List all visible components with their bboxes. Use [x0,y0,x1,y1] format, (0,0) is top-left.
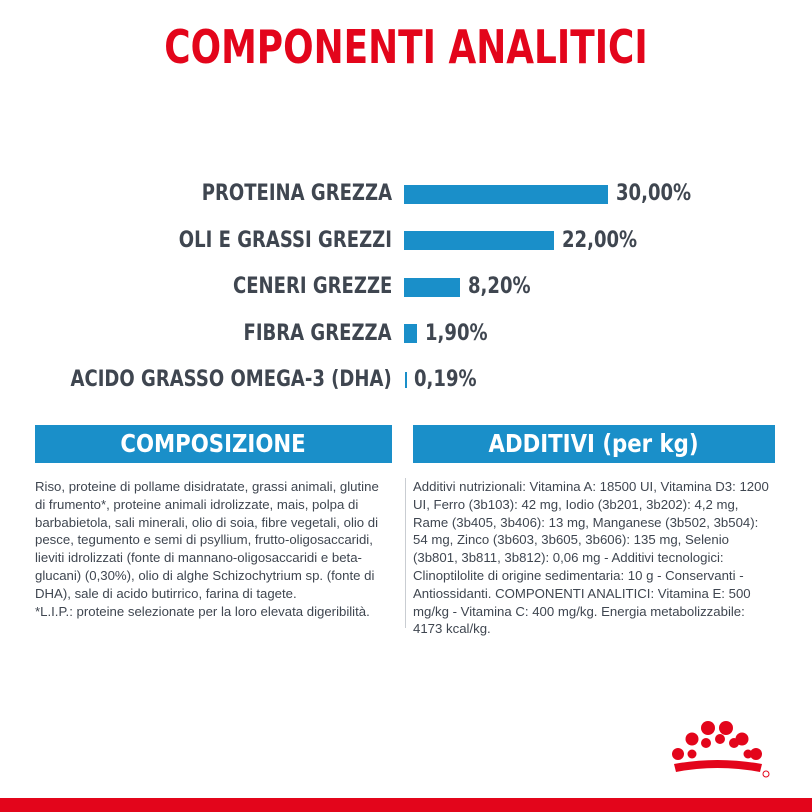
bar-1 [404,231,554,250]
additivi-heading: ADDITIVI (per kg) [488,429,700,458]
panel-divider [405,478,406,628]
bar-2 [404,278,460,297]
bar-value-1: 22,00% [561,227,637,253]
bar-value-3: 1,90% [424,320,488,346]
nutrient-bar-chart [0,170,812,400]
bar-0 [404,185,608,204]
composizione-note: *L.I.P.: proteine selezionate per la loro elevata digeribilità. [35,603,370,619]
bar-label-0: PROTEINA GREZZA [201,181,392,206]
composizione-text: Riso, proteine di pollame disidratate, grassi animali, glutine di frumento*, proteine animali idrolizzate, mais, polpa di barbabietola, sali minerali, olio di soia, fibre vegetali, olio di pesce, tegumento e semi di psyllium, frutto-oligosaccaridi, lieviti idrolizzati (fonte di mannano-oligosaccaridi e beta-glucani) (0,30%), olio di alghe Schizochytrium sp. (fonte di DHA), sale di acido butirrico, farina di tagete. [35,479,379,601]
additivi-body [413,478,775,638]
bar-label-4: ACIDO GRASSO OMEGA-3 (DHA) [70,367,392,392]
composizione-header [35,425,392,463]
bar-4 [405,372,407,388]
page-title: COMPONENTI ANALITICI [164,20,648,74]
bar-label-3: FIBRA GREZZA [243,320,392,346]
bar-value-4: 0,19% [414,367,477,392]
bar-3 [404,324,417,343]
bar-value-2: 8,20% [467,274,531,299]
bar-label-1: OLI E GRASSI GREZZI [178,227,392,253]
footer-bar [0,798,812,812]
bar-value-0: 30,00% [616,181,692,206]
bar-label-2: CENERI GREZZE [232,274,392,299]
composizione-body [35,478,387,620]
additivi-text: Additivi nutrizionali: Vitamina A: 18500 UI, Vitamina D3: 1200 UI, Ferro (3b103): 42 mg, Iodio (3b201, 3b202): 4,2 mg, Rame (3b405, 3b406): 13 mg, Manganese (3b502, 3b504): 54 mg, Zinco (3b603, 3b605, 3b606): 135 mg, Selenio (3b801, 3b811, 3b812): 0,06 mg - Additivi tecnologici: Clinoptilolite di origine sedimentaria: 10 g - Conservanti - Antiossidanti. COMPONENTI ANALITICI: Vitamina E: 500 mg/kg - Vitamina C: 400 mg/kg. Energia metabolizzabile: 4173 kcal/kg. [413,479,769,637]
composizione-heading: COMPOSIZIONE [120,429,307,458]
additivi-header [413,425,775,463]
royal-crown-icon [664,712,776,782]
